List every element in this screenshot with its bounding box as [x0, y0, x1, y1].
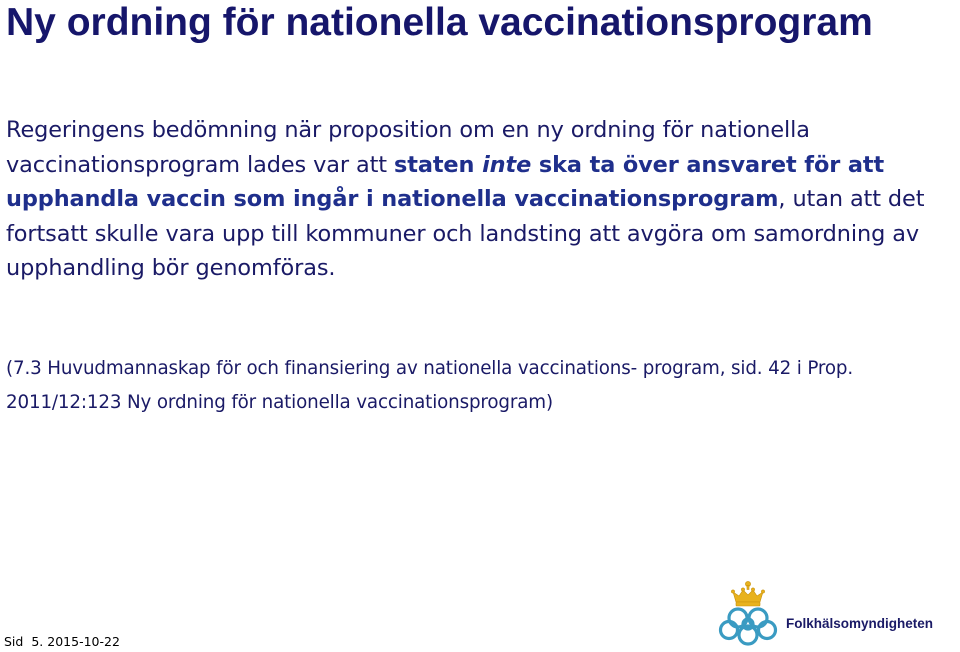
- paragraph-bold-italic-text: inte: [482, 151, 532, 178]
- crown-knot-logo-icon: [716, 580, 780, 646]
- agency-logo: [716, 580, 934, 646]
- paragraph-text-2: , utan att det fortsatt skulle vara upp till kommuner och landsting att avgöra om samordning av upphandling bör genomföras.: [6, 186, 925, 282]
- slide-title: Ny ordning för nationella vaccinationsprogram: [6, 1, 873, 44]
- slide-date: 2015-10-22: [47, 634, 120, 649]
- paragraph-text: Regeringens bedömning när proposition om en ny ordning för nationella vaccinationsprogram lades var att: [6, 117, 810, 178]
- crown-icon: [731, 581, 764, 606]
- paragraph-bold-text-2: ska ta över ansvaret för att upphandla vaccin som ingår i nationella vaccinationsprogram: [6, 151, 885, 213]
- knot-icon: [721, 609, 776, 644]
- reference-note: (7.3 Huvudmannaskap för och finansiering av nationella vaccinations- program, sid. 42 i Prop. 2011/12:123 Ny ordning för nationella vaccinationsprogram): [6, 358, 853, 413]
- agency-name: Folkhälsomyndigheten: [786, 616, 934, 631]
- paragraph-bold-text: staten: [393, 151, 483, 178]
- main-paragraph: [6, 113, 954, 286]
- page-number: 5.: [31, 634, 44, 649]
- slide-footer: [4, 634, 124, 650]
- page-label: Sid: [4, 634, 24, 649]
